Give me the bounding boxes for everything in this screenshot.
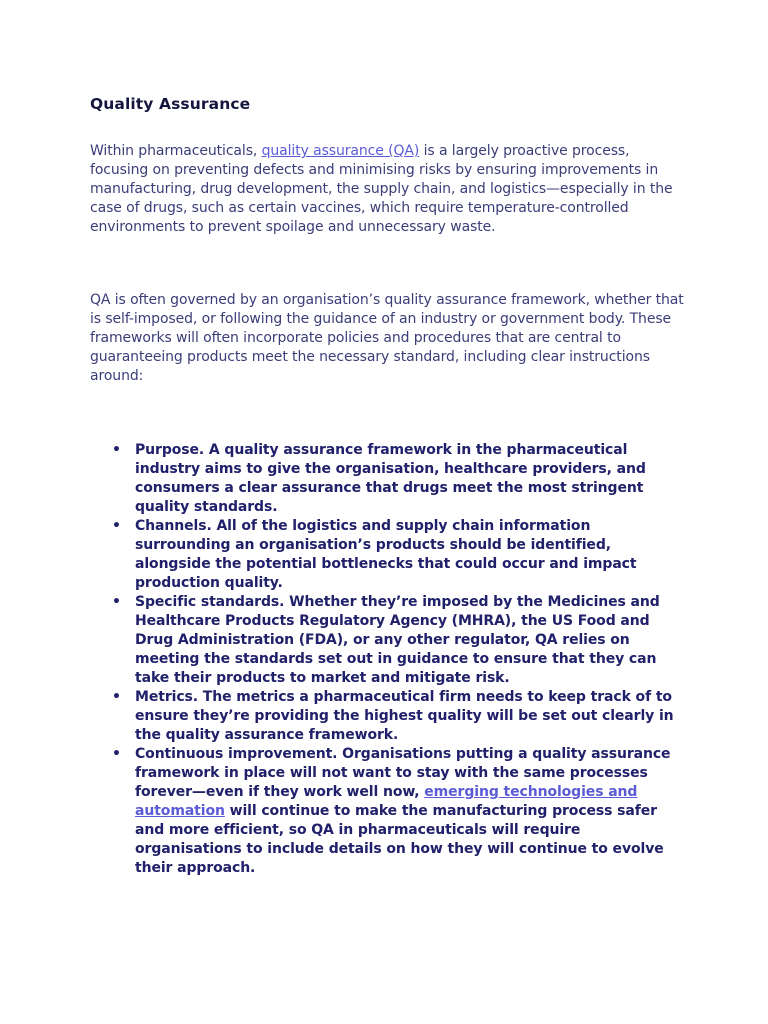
document-page — [90, 94, 690, 878]
list-item-text: Purpose. A quality assurance framework in the pharmaceutical industry aims to give the organisation, healthcare providers, and consumers a clear assurance that drugs meet the most stringent quality standards. — [135, 442, 646, 515]
bullet-icon: • — [112, 442, 121, 458]
list-item-text-after: will continue to make the manufacturing process safer and more efficient, so QA in pharmaceuticals will require organisations to include details on how they will continue to evolve their approach. — [135, 803, 664, 876]
list-item-text: Channels. All of the logistics and supply chain information surrounding an organisation’s products should be identified, alongside the potential bottlenecks that could occur and impact production quality. — [135, 518, 637, 591]
bullet-icon: • — [112, 689, 121, 705]
page-title: Quality Assurance — [90, 95, 251, 113]
intro-paragraph — [90, 142, 690, 237]
list-item-text: Metrics. The metrics a pharmaceutical firm needs to keep track of to ensure they’re providing the highest quality will be set out clearly in the quality assurance framework. — [135, 689, 674, 743]
list-item-specific-standards — [112, 593, 690, 688]
quality-assurance-link[interactable]: quality assurance (QA) — [261, 143, 420, 159]
list-item-channels — [112, 517, 690, 593]
bullet-icon: • — [112, 518, 121, 534]
list-item-text: Specific standards. Whether they’re imposed by the Medicines and Healthcare Products Regulatory Agency (MHRA), the US Food and Drug Administration (FDA), or any other regulator, QA relies on meeting the standards set out in guidance to ensure that they can take their products to market and mitigate risk. — [135, 594, 660, 686]
list-item-text-before: Continuous improvement. Organisations putting a quality assurance framework in place will not want to stay with the same processes forever—even if they work well now, — [135, 746, 671, 800]
list-item-purpose — [112, 441, 690, 517]
framework-list — [90, 441, 690, 878]
bullet-icon: • — [112, 746, 121, 762]
list-item-continuous-improvement — [112, 745, 690, 878]
intro-text-after: is a largely proactive process, focusing on preventing defects and minimising risks by ensuring improvements in manufacturing, drug development, the supply chain, and logistics—especially in the case of drugs, such as certain vaccines, which require temperature-controlled environments to prevent spoilage and unnecessary waste. — [90, 143, 673, 235]
emerging-technologies-link[interactable]: emerging technologies and automation — [135, 784, 638, 819]
bullet-icon: • — [112, 594, 121, 610]
intro-text-before: Within pharmaceuticals, — [90, 143, 262, 159]
framework-paragraph: QA is often governed by an organisation’s quality assurance framework, whether that is self-imposed, or following the guidance of an industry or government body. These frameworks will often incorporate policies and procedures that are central to guaranteeing products meet the necessary standard, including clear instructions around: — [90, 292, 684, 384]
list-item-metrics — [112, 688, 690, 745]
